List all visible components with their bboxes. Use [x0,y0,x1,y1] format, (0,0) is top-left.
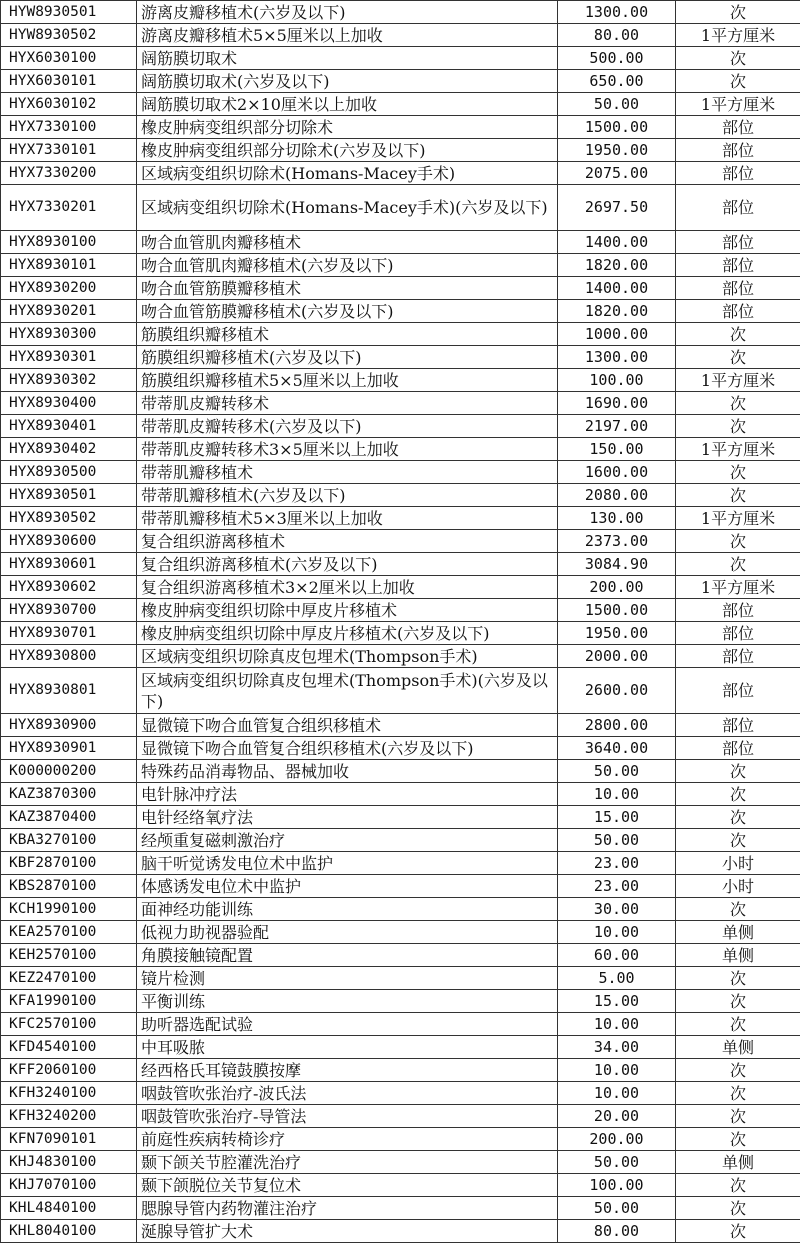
table-row [1,139,800,162]
item-name-cell: 游离皮瓣移植术5×5厘米以上加收 [137,24,558,47]
item-name-cell: 面神经功能训练 [137,898,558,921]
item-unit-cell: 部位 [676,645,800,668]
item-name-cell: 助听器选配试验 [137,1013,558,1036]
table-row [1,806,800,829]
item-price-cell: 80.00 [558,24,676,47]
item-unit-cell: 次 [676,1220,800,1243]
table-row [1,1082,800,1105]
item-name-cell: 带蒂肌皮瓣转移术 [137,392,558,415]
item-unit-cell: 次 [676,553,800,576]
item-name-cell: 区域病变组织切除术(Homans-Macey手术) [137,162,558,185]
item-price-cell: 2080.00 [558,484,676,507]
item-unit-cell: 次 [676,1128,800,1151]
item-unit-cell: 1平方厘米 [676,24,800,47]
item-price-cell: 200.00 [558,576,676,599]
table-row [1,1220,800,1243]
item-code-cell: HYX8930100 [1,231,137,254]
table-row [1,852,800,875]
table-row [1,93,800,116]
item-code-cell: KBS2870100 [1,875,137,898]
item-name-cell: 游离皮瓣移植术(六岁及以下) [137,1,558,24]
item-unit-cell: 次 [676,898,800,921]
table-row [1,415,800,438]
table-row [1,783,800,806]
item-price-cell: 30.00 [558,898,676,921]
item-price-cell: 10.00 [558,1082,676,1105]
item-code-cell: KHJ7070100 [1,1174,137,1197]
item-price-cell: 2800.00 [558,714,676,737]
item-price-cell: 130.00 [558,507,676,530]
item-name-cell: 带蒂肌瓣移植术(六岁及以下) [137,484,558,507]
item-name-cell: 腮腺导管内药物灌注治疗 [137,1197,558,1220]
item-code-cell: KFA1990100 [1,990,137,1013]
table-row [1,1013,800,1036]
item-price-cell: 3640.00 [558,737,676,760]
item-unit-cell: 次 [676,1059,800,1082]
table-row [1,346,800,369]
item-name-cell: 角膜接触镜配置 [137,944,558,967]
table-row [1,875,800,898]
table-row [1,369,800,392]
table-row [1,1128,800,1151]
item-code-cell: KHL4840100 [1,1197,137,1220]
item-unit-cell: 部位 [676,714,800,737]
item-code-cell: HYX8930201 [1,300,137,323]
item-unit-cell: 单侧 [676,944,800,967]
item-code-cell: HYX7330101 [1,139,137,162]
table-row [1,47,800,70]
table-row [1,1174,800,1197]
item-unit-cell: 部位 [676,254,800,277]
fee-table-body [1,1,800,1243]
item-name-cell: 特殊药品消毒物品、器械加收 [137,760,558,783]
item-code-cell: HYX8930401 [1,415,137,438]
item-price-cell: 34.00 [558,1036,676,1059]
item-price-cell: 200.00 [558,1128,676,1151]
item-unit-cell: 次 [676,1,800,24]
item-code-cell: HYX8930901 [1,737,137,760]
item-unit-cell: 次 [676,760,800,783]
table-row [1,1105,800,1128]
table-row [1,1197,800,1220]
item-unit-cell: 单侧 [676,1151,800,1174]
item-price-cell: 20.00 [558,1105,676,1128]
item-price-cell: 1950.00 [558,622,676,645]
table-row [1,530,800,553]
item-code-cell: HYX7330201 [1,185,137,231]
item-unit-cell: 1平方厘米 [676,369,800,392]
item-code-cell: K000000200 [1,760,137,783]
item-price-cell: 1300.00 [558,1,676,24]
item-code-cell: HYX6030101 [1,70,137,93]
item-code-cell: HYX8930601 [1,553,137,576]
item-name-cell: 显微镜下吻合血管复合组织移植术 [137,714,558,737]
item-unit-cell: 次 [676,392,800,415]
item-code-cell: KBA3270100 [1,829,137,852]
table-row [1,990,800,1013]
item-price-cell: 15.00 [558,806,676,829]
item-name-cell: 区域病变组织切除术(Homans-Macey手术)(六岁及以下) [137,185,558,231]
table-row [1,231,800,254]
item-price-cell: 2197.00 [558,415,676,438]
item-unit-cell: 1平方厘米 [676,576,800,599]
item-code-cell: HYX8930101 [1,254,137,277]
item-code-cell: KHL8040100 [1,1220,137,1243]
item-price-cell: 650.00 [558,70,676,93]
item-price-cell: 23.00 [558,875,676,898]
table-row [1,162,800,185]
item-name-cell: 复合组织游离移植术(六岁及以下) [137,553,558,576]
table-row [1,254,800,277]
item-price-cell: 1400.00 [558,231,676,254]
item-name-cell: 经颅重复磁刺激治疗 [137,829,558,852]
item-code-cell: KEA2570100 [1,921,137,944]
item-code-cell: HYX6030102 [1,93,137,116]
item-unit-cell: 次 [676,1105,800,1128]
table-row [1,116,800,139]
item-unit-cell: 次 [676,461,800,484]
item-unit-cell: 部位 [676,185,800,231]
table-row [1,1,800,24]
table-row [1,668,800,714]
item-code-cell: HYX7330200 [1,162,137,185]
item-name-cell: 橡皮肿病变组织部分切除术 [137,116,558,139]
table-row [1,70,800,93]
table-row [1,553,800,576]
item-name-cell: 吻合血管筋膜瓣移植术 [137,277,558,300]
item-code-cell: KFF2060100 [1,1059,137,1082]
table-row [1,944,800,967]
item-code-cell: HYX8930502 [1,507,137,530]
item-unit-cell: 部位 [676,599,800,622]
table-row [1,921,800,944]
table-row [1,300,800,323]
item-name-cell: 橡皮肿病变组织部分切除术(六岁及以下) [137,139,558,162]
item-unit-cell: 次 [676,967,800,990]
item-name-cell: 橡皮肿病变组织切除中厚皮片移植术 [137,599,558,622]
item-price-cell: 1500.00 [558,116,676,139]
table-row [1,1151,800,1174]
item-price-cell: 15.00 [558,990,676,1013]
item-code-cell: HYX8930600 [1,530,137,553]
item-code-cell: HYX8930602 [1,576,137,599]
item-name-cell: 电针脉冲疗法 [137,783,558,806]
item-price-cell: 1600.00 [558,461,676,484]
item-unit-cell: 次 [676,415,800,438]
item-price-cell: 1400.00 [558,277,676,300]
item-code-cell: KEZ2470100 [1,967,137,990]
item-name-cell: 颞下颌脱位关节复位术 [137,1174,558,1197]
item-price-cell: 2000.00 [558,645,676,668]
item-name-cell: 中耳吸脓 [137,1036,558,1059]
item-price-cell: 80.00 [558,1220,676,1243]
item-name-cell: 区域病变组织切除真皮包埋术(Thompson手术)(六岁及以下) [137,668,558,714]
item-code-cell: HYX8930200 [1,277,137,300]
item-price-cell: 1690.00 [558,392,676,415]
item-name-cell: 体感诱发电位术中监护 [137,875,558,898]
item-name-cell: 吻合血管肌肉瓣移植术(六岁及以下) [137,254,558,277]
item-name-cell: 咽鼓管吹张治疗-波氏法 [137,1082,558,1105]
item-code-cell: HYW8930501 [1,1,137,24]
item-code-cell: KFN7090101 [1,1128,137,1151]
item-name-cell: 前庭性疾病转椅诊疗 [137,1128,558,1151]
item-price-cell: 100.00 [558,1174,676,1197]
item-code-cell: HYW8930502 [1,24,137,47]
item-unit-cell: 部位 [676,300,800,323]
item-name-cell: 橡皮肿病变组织切除中厚皮片移植术(六岁及以下) [137,622,558,645]
item-price-cell: 2373.00 [558,530,676,553]
item-name-cell: 阔筋膜切取术(六岁及以下) [137,70,558,93]
item-unit-cell: 部位 [676,139,800,162]
item-code-cell: HYX8930900 [1,714,137,737]
item-name-cell: 筋膜组织瓣移植术 [137,323,558,346]
table-row [1,622,800,645]
item-unit-cell: 部位 [676,622,800,645]
item-unit-cell: 1平方厘米 [676,438,800,461]
item-price-cell: 1000.00 [558,323,676,346]
item-name-cell: 带蒂肌瓣移植术5×3厘米以上加收 [137,507,558,530]
item-code-cell: KCH1990100 [1,898,137,921]
table-row [1,185,800,231]
item-name-cell: 带蒂肌皮瓣转移术(六岁及以下) [137,415,558,438]
item-unit-cell: 次 [676,806,800,829]
item-price-cell: 1820.00 [558,254,676,277]
item-price-cell: 500.00 [558,47,676,70]
item-code-cell: HYX8930700 [1,599,137,622]
item-code-cell: KFH3240200 [1,1105,137,1128]
item-name-cell: 低视力助视器验配 [137,921,558,944]
item-price-cell: 100.00 [558,369,676,392]
item-unit-cell: 小时 [676,875,800,898]
item-unit-cell: 部位 [676,162,800,185]
table-row [1,323,800,346]
item-name-cell: 吻合血管肌肉瓣移植术 [137,231,558,254]
item-code-cell: HYX8930800 [1,645,137,668]
table-row [1,461,800,484]
item-code-cell: KFD4540100 [1,1036,137,1059]
table-row [1,484,800,507]
item-price-cell: 10.00 [558,1013,676,1036]
item-code-cell: KFC2570100 [1,1013,137,1036]
item-unit-cell: 次 [676,783,800,806]
item-unit-cell: 次 [676,1174,800,1197]
item-name-cell: 平衡训练 [137,990,558,1013]
item-unit-cell: 次 [676,990,800,1013]
item-code-cell: HYX8930402 [1,438,137,461]
item-code-cell: KFH3240100 [1,1082,137,1105]
item-unit-cell: 次 [676,829,800,852]
item-name-cell: 筋膜组织瓣移植术5×5厘米以上加收 [137,369,558,392]
item-price-cell: 60.00 [558,944,676,967]
item-price-cell: 10.00 [558,783,676,806]
item-code-cell: HYX7330100 [1,116,137,139]
table-row [1,507,800,530]
item-name-cell: 区域病变组织切除真皮包埋术(Thompson手术) [137,645,558,668]
item-code-cell: KHJ4830100 [1,1151,137,1174]
item-price-cell: 10.00 [558,1059,676,1082]
item-unit-cell: 1平方厘米 [676,93,800,116]
item-price-cell: 50.00 [558,760,676,783]
item-name-cell: 复合组织游离移植术3×2厘米以上加收 [137,576,558,599]
table-row [1,1036,800,1059]
item-unit-cell: 部位 [676,231,800,254]
item-unit-cell: 次 [676,484,800,507]
item-price-cell: 10.00 [558,921,676,944]
item-code-cell: HYX8930301 [1,346,137,369]
item-code-cell: HYX8930500 [1,461,137,484]
item-name-cell: 经西格氏耳镜鼓膜按摩 [137,1059,558,1082]
item-unit-cell: 小时 [676,852,800,875]
table-row [1,24,800,47]
item-unit-cell: 次 [676,47,800,70]
item-price-cell: 50.00 [558,1151,676,1174]
item-unit-cell: 部位 [676,668,800,714]
table-row [1,760,800,783]
item-name-cell: 筋膜组织瓣移植术(六岁及以下) [137,346,558,369]
item-price-cell: 23.00 [558,852,676,875]
item-price-cell: 5.00 [558,967,676,990]
table-row [1,438,800,461]
item-unit-cell: 次 [676,530,800,553]
item-code-cell: KAZ3870400 [1,806,137,829]
item-code-cell: HYX8930801 [1,668,137,714]
item-unit-cell: 部位 [676,116,800,139]
item-price-cell: 3084.90 [558,553,676,576]
item-unit-cell: 部位 [676,737,800,760]
item-unit-cell: 部位 [676,277,800,300]
item-unit-cell: 1平方厘米 [676,507,800,530]
item-price-cell: 1500.00 [558,599,676,622]
item-price-cell: 50.00 [558,829,676,852]
item-code-cell: KEH2570100 [1,944,137,967]
item-unit-cell: 次 [676,1082,800,1105]
item-price-cell: 50.00 [558,1197,676,1220]
item-price-cell: 2600.00 [558,668,676,714]
item-unit-cell: 次 [676,1197,800,1220]
table-row [1,829,800,852]
item-code-cell: HYX8930302 [1,369,137,392]
item-name-cell: 颞下颌关节腔灌洗治疗 [137,1151,558,1174]
item-price-cell: 2075.00 [558,162,676,185]
item-name-cell: 吻合血管筋膜瓣移植术(六岁及以下) [137,300,558,323]
item-code-cell: HYX8930701 [1,622,137,645]
item-name-cell: 阔筋膜切取术 [137,47,558,70]
item-name-cell: 咽鼓管吹张治疗-导管法 [137,1105,558,1128]
item-code-cell: HYX8930400 [1,392,137,415]
table-row [1,967,800,990]
table-row [1,392,800,415]
item-price-cell: 50.00 [558,93,676,116]
item-name-cell: 涎腺导管扩大术 [137,1220,558,1243]
item-unit-cell: 单侧 [676,1036,800,1059]
table-row [1,1059,800,1082]
item-code-cell: KAZ3870300 [1,783,137,806]
item-price-cell: 2697.50 [558,185,676,231]
item-name-cell: 镜片检测 [137,967,558,990]
item-unit-cell: 次 [676,323,800,346]
item-price-cell: 1820.00 [558,300,676,323]
table-row [1,277,800,300]
item-unit-cell: 单侧 [676,921,800,944]
item-unit-cell: 次 [676,70,800,93]
table-row [1,645,800,668]
item-code-cell: KBF2870100 [1,852,137,875]
item-code-cell: HYX8930300 [1,323,137,346]
item-price-cell: 150.00 [558,438,676,461]
table-row [1,737,800,760]
item-name-cell: 显微镜下吻合血管复合组织移植术(六岁及以下) [137,737,558,760]
item-code-cell: HYX6030100 [1,47,137,70]
item-name-cell: 带蒂肌瓣移植术 [137,461,558,484]
item-name-cell: 阔筋膜切取术2×10厘米以上加收 [137,93,558,116]
table-row [1,714,800,737]
item-price-cell: 1300.00 [558,346,676,369]
item-unit-cell: 次 [676,346,800,369]
table-row [1,576,800,599]
item-name-cell: 电针经络氧疗法 [137,806,558,829]
item-code-cell: HYX8930501 [1,484,137,507]
table-row [1,599,800,622]
item-name-cell: 复合组织游离移植术 [137,530,558,553]
item-unit-cell: 次 [676,1013,800,1036]
item-name-cell: 脑干听觉诱发电位术中监护 [137,852,558,875]
table-row [1,898,800,921]
item-name-cell: 带蒂肌皮瓣转移术3×5厘米以上加收 [137,438,558,461]
item-price-cell: 1950.00 [558,139,676,162]
